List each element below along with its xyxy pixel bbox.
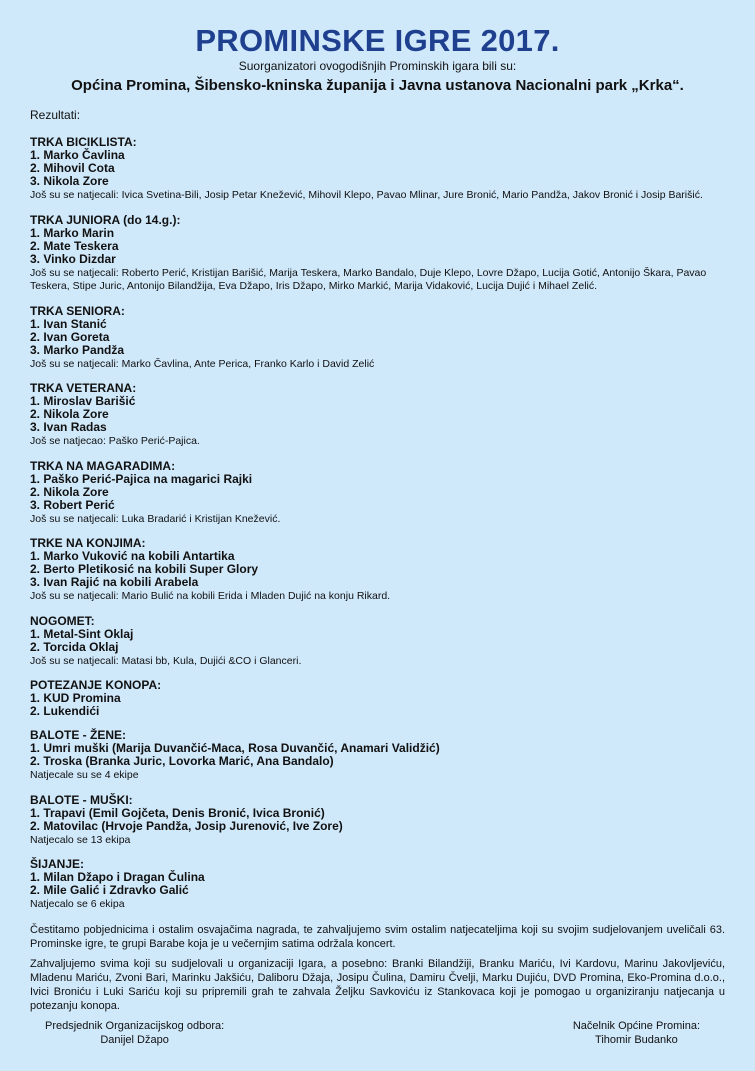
placement-item: 2. Troska (Branka Juric, Lovorka Marić, Ana Bandalo) [30, 754, 334, 768]
placement-item: 1. Trapavi (Emil Gojčeta, Denis Bronić, Ivica Bronić) [30, 805, 325, 820]
signature-right [573, 1019, 700, 1047]
placement-item: 1. Ivan Stanić [30, 316, 107, 331]
signature-right-name: Tihomir Budanko [595, 1034, 678, 1046]
signature-left [45, 1019, 224, 1047]
placement-item: 3. Robert Perić [30, 497, 115, 512]
result-section [30, 679, 725, 718]
participants-note: Natjecalo se 13 ekipa [30, 833, 131, 846]
placement-item: 3. Marko Pandža [30, 342, 125, 357]
result-section [30, 136, 725, 203]
placement-item: 1. Marko Vuković na kobili Antartika [30, 549, 235, 563]
signature-right-role: Načelnik Općine Promina: [572, 1020, 700, 1032]
placement-item: 1. Miroslav Barišić [30, 394, 136, 408]
participants-note: Još su se natjecali: Marko Čavlina, Ante Perica, Franko Karlo i David Zelić [30, 357, 375, 370]
placement-item: 1. Paško Perić-Pajica na magarici Rajki [30, 471, 253, 486]
section-title: ŠIJANJE: [30, 857, 85, 871]
placement-item: 1. Umri muški (Marija Duvančić-Maca, Rosa Duvančić, Anamari Validžić) [30, 741, 440, 755]
participants-note: Još su se natjecali: Roberto Perić, Kristijan Barišić, Marija Teskera, Marko Bandalo, Duje Klepo, Lovre Džapo, Lucija Gotić, Antonijo Škara, Pavao Teskera, Stipe Juric, Antonijo Bilandžija, Eva Džapo, Iris Džapo, Mirko Markić, Marija Vidaković, Lucija Dujić i Mihael Zelić. [30, 266, 707, 292]
placement-item: 2. Nikola Zore [30, 484, 109, 499]
placement-item: 2. Berto Pletikosić na kobili Super Glory [30, 562, 259, 576]
participants-note: Natjecalo se 6 ekipa [30, 898, 125, 910]
placement-item: 2. Ivan Goreta [30, 329, 110, 344]
results-list [30, 136, 725, 912]
results-label: Rezultati: [30, 108, 81, 122]
result-section [30, 794, 725, 848]
section-title: TRKA JUNIORA (do 14.g.): [30, 212, 181, 227]
placement-item: 2. Mate Teskera [30, 238, 119, 253]
result-section [30, 214, 725, 294]
section-title: TRKA VETERANA: [30, 381, 137, 395]
section-title: NOGOMET: [30, 613, 95, 628]
placement-item: 2. Matovilac (Hrvoje Pandža, Josip Jurenović, Ive Zore) [30, 818, 343, 833]
section-title: TRKE NA KONJIMA: [30, 536, 146, 550]
signature-left-name: Danijel Džapo [100, 1034, 169, 1046]
placement-item: 2. Mihovil Cota [30, 161, 115, 175]
placement-item: 3. Nikola Zore [30, 174, 109, 188]
placement-item: 3. Ivan Rajić na kobili Arabela [30, 575, 199, 589]
result-section [30, 460, 725, 527]
placement-item: 2. Mile Galić i Zdravko Galić [30, 883, 189, 897]
section-title: TRKA NA MAGARADIMA: [30, 458, 176, 473]
section-title: BALOTE - ŽENE: [30, 728, 126, 742]
participants-note: Još su se natjecali: Luka Bradarić i Kristijan Knežević. [30, 512, 281, 525]
placement-item: 1. Marko Čavlina [30, 148, 125, 162]
placement-item: 3. Vinko Dizdar [30, 251, 116, 266]
section-title: TRKA SENIORA: [30, 303, 125, 318]
placement-item: 1. Marko Marin [30, 225, 115, 240]
section-title: POTEZANJE KONOPA: [30, 678, 162, 692]
signature-left-role: Predsjednik Organizacijskog odbora: [45, 1020, 225, 1032]
participants-note: Natjecale su se 4 ekipe [30, 769, 139, 781]
participants-note: Još su se natjecali: Mario Bulić na kobili Erida i Mladen Dujić na konju Rikard. [30, 590, 391, 602]
result-section [30, 537, 725, 604]
placement-item: 2. Lukendići [30, 704, 100, 718]
placement-item: 1. Milan Džapo i Dragan Čulina [30, 870, 205, 884]
participants-note: Još su se natjecali: Ivica Svetina-Bili, Josip Petar Knežević, Mihovil Klepo, Pavao Mlinar, Jure Bronić, Mario Pandža, Jakov Bronić i Josip Barišić. [30, 189, 703, 201]
result-section [30, 615, 725, 669]
placement-item: 2. Torcida Oklaj [30, 639, 119, 654]
placement-item: 3. Ivan Radas [30, 420, 107, 434]
thanks-paragraph: Zahvaljujemo svima koji su sudjelovali u organizaciji Igara, a posebno: Branki Bilandžiji, Branku Mariću, Ivi Kardovu, Marinu Jakovljeviću, Mladenu Mariću, Zvoni Bari, Marinku Jakšiću, Daliboru Džaja, Josipu Čulina, Damiru Čvelji, Marku Dujiću, DVD Promina, Eko-Promina d.o.o., Ivici Broniću i Luki Sariću koji su pripremili grah te zahvala Željku Savkoviću iz Stankovaca koji je pomogao u organiziranju natjecanja u potezanju konopa. [30, 957, 725, 1012]
participants-note: Još su se natjecali: Matasi bb, Kula, Dujići &CO i Glanceri. [30, 654, 302, 667]
placement-item: 1. Metal-Sint Oklaj [30, 626, 134, 641]
page-title: PROMINSKE IGRE 2017. [195, 23, 560, 58]
placement-item: 1. KUD Promina [30, 691, 121, 705]
section-title: BALOTE - MUŠKI: [30, 792, 133, 807]
subtitle: Suorganizatori ovogodišnjih Prominskih igara bili su: [238, 59, 517, 73]
section-title: TRKA BICIKLISTA: [30, 135, 137, 149]
congratulations-paragraph: Čestitamo pobjednicima i ostalim osvajačima nagrada, te zahvaljujemo svim ostalim natjecateljima koji su svojim sudjelovanjem uveličali 63. Prominske igre, te grupi Barabe koja je u večernjim satima održala koncert. [30, 923, 725, 950]
result-section [30, 382, 725, 449]
participants-note: Još se natjecao: Paško Perić-Pajica. [30, 435, 200, 447]
organizers-line: Općina Promina, Šibensko-kninska županija i Javna ustanova Nacionalni park „Krka“. [71, 77, 684, 94]
result-section [30, 305, 725, 372]
placement-item: 2. Nikola Zore [30, 407, 109, 421]
result-section [30, 729, 725, 783]
result-section [30, 858, 725, 912]
